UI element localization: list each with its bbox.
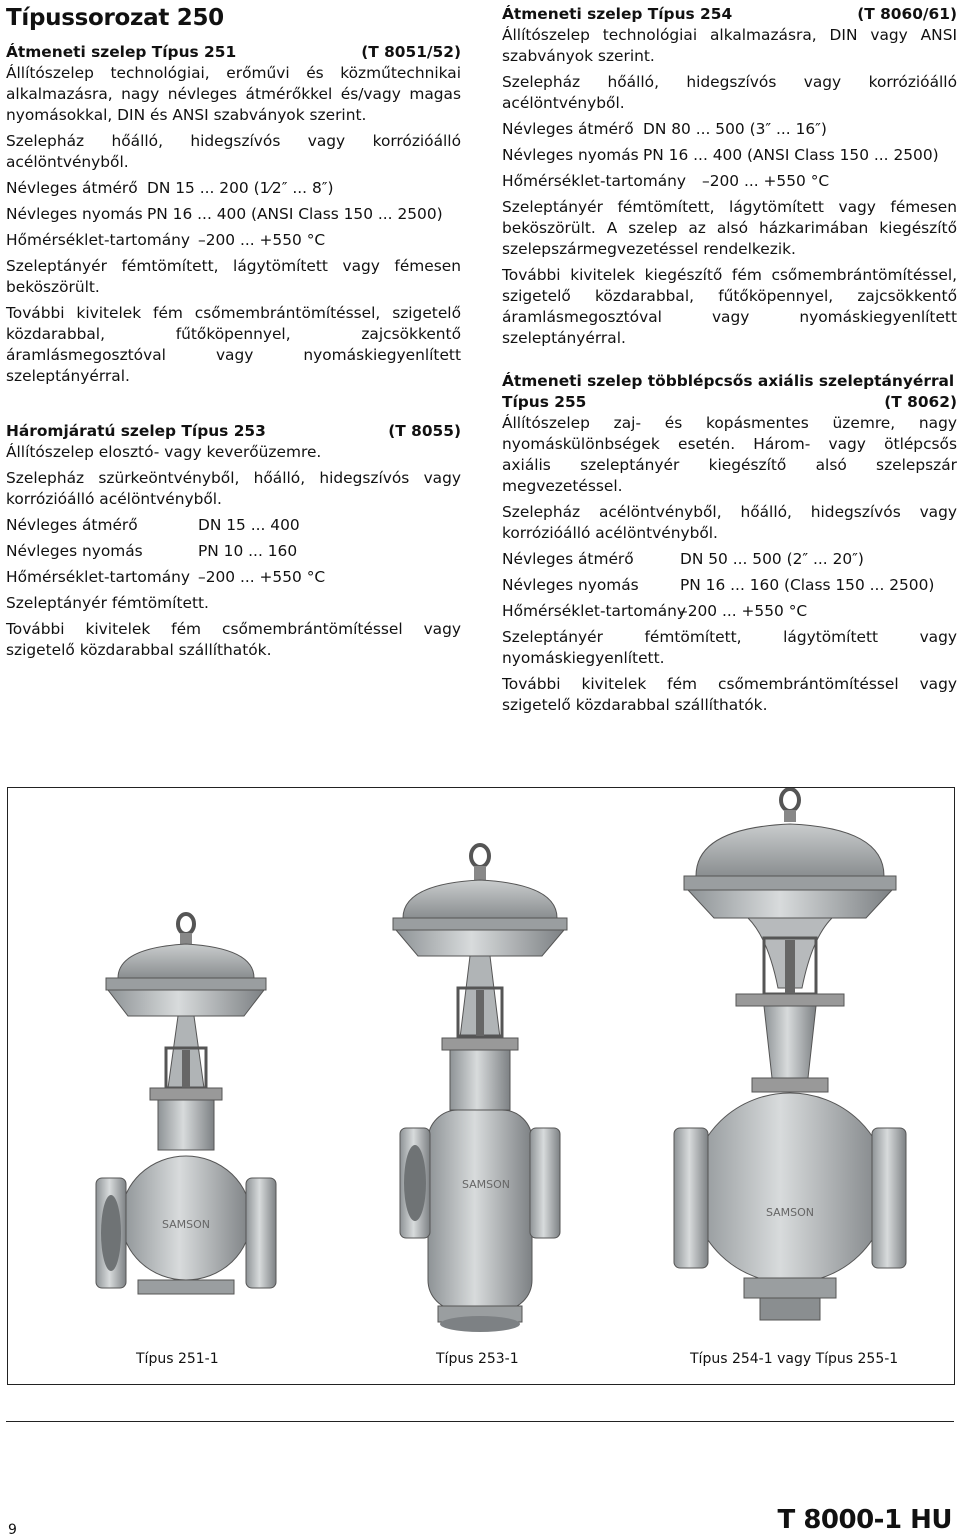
spec-label: Névleges nyomás [502, 576, 639, 594]
spec-label: Névleges átmérő [502, 550, 634, 568]
spec-label: Névleges nyomás [6, 542, 143, 560]
spec-temperature-range [6, 230, 461, 251]
right-column [502, 4, 957, 730]
body-material: Szelepház szürkeöntvényből, hőálló, hidegszívós vagy korrózióálló acélöntvényből. [6, 469, 461, 508]
description: Állítószelep zaj- és kopásmentes üzemre, nagy nyomáskülönbségek esetén. Három- vagy ötlépcsős axiális szeleptányér kiegészítő alsó szelepszár megvezetéssel. [502, 414, 957, 495]
valve-logo-text: SAMSON [161, 1218, 211, 1231]
spec-nominal-pressure [502, 575, 957, 596]
spec-nominal-pressure [502, 145, 957, 166]
doc-reference: (T 8060/61) [857, 5, 957, 23]
spec-value: PN 16 ... 400 (ANSI Class 150 ... 2500) [643, 146, 939, 164]
body-material: Szelepház acélöntvényből, hőálló, hidegszívós vagy korrózióálló acélöntvényből. [502, 503, 957, 542]
spec-nominal-diameter [6, 515, 461, 536]
valve-253-illustration [393, 845, 567, 1332]
spec-value: PN 16 ... 400 (ANSI Class 150 ... 2500) [147, 205, 443, 223]
spec-nominal-diameter [502, 119, 957, 140]
section-subheading [502, 392, 957, 413]
section-heading [6, 42, 461, 63]
section-heading [6, 421, 461, 442]
caption-type-254-255: Típus 254-1 vagy Típus 255-1 [690, 1351, 899, 1367]
spec-label: Névleges átmérő [6, 516, 138, 534]
spec-label: Névleges átmérő [6, 179, 138, 197]
plug-info: Szeleptányér fémtömített, lágytömített vagy fémesen beköszörült. A szelep az alsó házkarimában kiegészítő szelepszármegvezetéssel rendelkezik. [502, 198, 957, 258]
page-title: Típussorozat 250 [6, 5, 224, 31]
section-type-251 [6, 42, 461, 387]
spec-value: DN 50 ... 500 (2″ ... 20″) [680, 550, 864, 568]
heading-text: Típus 255 [502, 393, 587, 411]
body-material: Szelepház hőálló, hidegszívós vagy korrózióálló acélöntvényből. [6, 132, 461, 171]
plug-info: Szeleptányér fémtömített, lágytömített vagy nyomáskiegyenlített. [502, 628, 957, 667]
doc-reference: (T 8062) [884, 393, 957, 411]
spec-value: DN 80 ... 500 (3″ ... 16″) [643, 120, 827, 138]
valve-251-illustration [96, 914, 276, 1294]
spec-value: –200 ... +550 °C [680, 602, 808, 620]
valve-illustrations [8, 788, 954, 1384]
doc-reference: (T 8051/52) [361, 43, 461, 61]
body-material: Szelepház hőálló, hidegszívós vagy korrózióálló acélöntvényből. [502, 73, 957, 112]
spec-temperature-range [6, 567, 461, 588]
spec-temperature-range [502, 171, 957, 192]
section-type-254 [502, 4, 957, 349]
spec-label: Hőmérséklet-tartomány [6, 231, 191, 249]
section-type-253 [6, 421, 461, 661]
caption-type-251: Típus 251-1 [136, 1351, 219, 1367]
spec-value: DN 15 ... 200 (1⁄2″ ... 8″) [147, 179, 334, 197]
spec-nominal-diameter [6, 178, 461, 199]
valve-logo-text: SAMSON [765, 1206, 815, 1219]
left-column [6, 4, 461, 675]
spec-value: –200 ... +550 °C [198, 231, 326, 249]
spec-nominal-pressure [6, 541, 461, 562]
spec-nominal-diameter [502, 549, 957, 570]
section-heading [502, 4, 957, 25]
description: Állítószelep technológiai alkalmazásra, DIN vagy ANSI szabványok szerint. [502, 26, 957, 65]
section-heading: Átmeneti szelep többlépcsős axiális szeleptányérral [502, 372, 955, 390]
spec-label: Hőmérséklet-tartomány [6, 568, 191, 586]
heading-text: Háromjáratú szelep Típus 253 [6, 422, 266, 440]
heading-text: Átmeneti szelep Típus 254 [502, 5, 733, 23]
spec-value: –200 ... +550 °C [702, 172, 830, 190]
further-versions: További kivitelek kiegészítő fém csőmembrántömítéssel, szigetelő közdarabbal, fűtőköpennyel, zajcsökkentő áramlásmegosztóval vagy nyomáskiegyenlített szeleptányérral. [502, 266, 957, 347]
spec-value: DN 15 ... 400 [198, 516, 300, 534]
plug-info: Szeleptányér fémtömített, lágytömített vagy fémesen beköszörült. [6, 257, 461, 296]
doc-reference: (T 8055) [388, 422, 461, 440]
spec-nominal-pressure [6, 204, 461, 225]
description: Állítószelep technológiai, erőművi és közműtechnikai alkalmazásra, nagy névleges átmérőkkel és/vagy magas nyomásokkal, DIN és ANSI szabványok szerint. [6, 64, 461, 124]
section-type-255 [502, 371, 957, 716]
valve-logo-text: SAMSON [461, 1178, 511, 1191]
spec-label: Névleges átmérő [502, 120, 634, 138]
description: Állítószelep elosztó- vagy keverőüzemre. [6, 443, 322, 461]
spec-temperature-range [502, 601, 957, 622]
document-id: T 8000-1 HU [777, 1505, 952, 1535]
caption-type-253: Típus 253-1 [436, 1351, 519, 1367]
further-versions: További kivitelek fém csőmembrántömítéssel, szigetelő közdarabbal, fűtőköpennyel, zajcsökkentő áramlásmegosztóval vagy nyomáskiegyenlített szeleptányérral. [6, 304, 461, 385]
valve-254-255-illustration [674, 789, 906, 1320]
further-versions: További kivitelek fém csőmembrántömítéssel vagy szigetelő közdarabbal szállíthatók. [6, 620, 461, 659]
footer-divider [6, 1421, 954, 1422]
further-versions: További kivitelek fém csőmembrántömítéssel vagy szigetelő közdarabbal szállíthatók. [502, 675, 957, 714]
spec-label: Névleges nyomás [502, 146, 639, 164]
plug-info: Szeleptányér fémtömített. [6, 594, 209, 612]
product-figure [7, 787, 955, 1385]
spec-label: Hőmérséklet-tartomány [502, 172, 687, 190]
spec-value: –200 ... +550 °C [198, 568, 326, 586]
spec-value: PN 10 ... 160 [198, 542, 298, 560]
spec-label: Névleges nyomás [6, 205, 143, 223]
heading-text: Átmeneti szelep Típus 251 [6, 43, 237, 61]
spec-value: PN 16 ... 160 (Class 150 ... 2500) [680, 576, 935, 594]
spec-label: Hőmérséklet-tartomány [502, 602, 687, 620]
page-number: 9 [8, 1522, 17, 1538]
